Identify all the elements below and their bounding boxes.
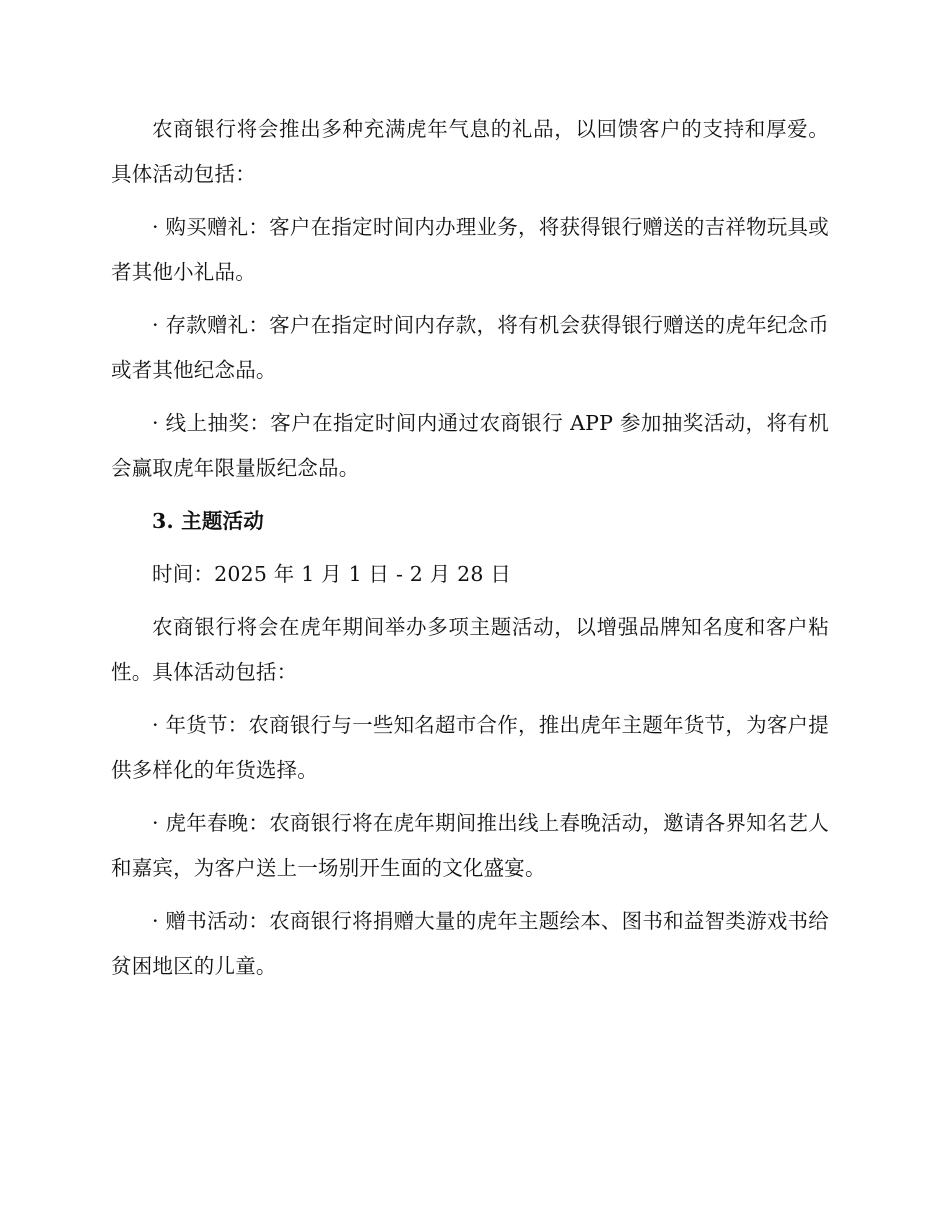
deposit-gift-item: · 存款赠礼：客户在指定时间内存款，将有机会获得银行赠送的虎年纪念币或者其他纪念品。 (111, 313, 829, 382)
section-heading-theme-activities: 3. 主题活动 (152, 509, 264, 533)
gift-intro-paragraph: 农商银行将会推出多种充满虎年气息的礼品，以回馈客户的支持和厚爱。具体活动包括： (111, 117, 829, 186)
new-year-goods-festival-item: · 年货节：农商银行与一些知名超市合作，推出虎年主题年货节，为客户提供多样化的年货选择。 (111, 713, 829, 782)
theme-intro-paragraph: 农商银行将会在虎年期间举办多项主题活动，以增强品牌知名度和客户粘性。具体活动包括： (111, 615, 829, 684)
document-page (111, 107, 829, 989)
book-donation-item: · 赠书活动：农商银行将捐赠大量的虎年主题绘本、图书和益智类游戏书给贫困地区的儿童。 (111, 909, 829, 978)
online-lottery-item: · 线上抽奖：客户在指定时间内通过农商银行 APP 参加抽奖活动，将有机会赢取虎年限量版纪念品。 (111, 411, 829, 480)
spring-gala-item: · 虎年春晚：农商银行将在虎年期间推出线上春晚活动，邀请各界知名艺人和嘉宾，为客户送上一场别开生面的文化盛宴。 (111, 811, 829, 880)
activity-time: 时间：2025 年 1 月 1 日 - 2 月 28 日 (152, 562, 512, 586)
purchase-gift-item: · 购买赠礼：客户在指定时间内办理业务，将获得银行赠送的吉祥物玩具或者其他小礼品。 (111, 215, 829, 284)
